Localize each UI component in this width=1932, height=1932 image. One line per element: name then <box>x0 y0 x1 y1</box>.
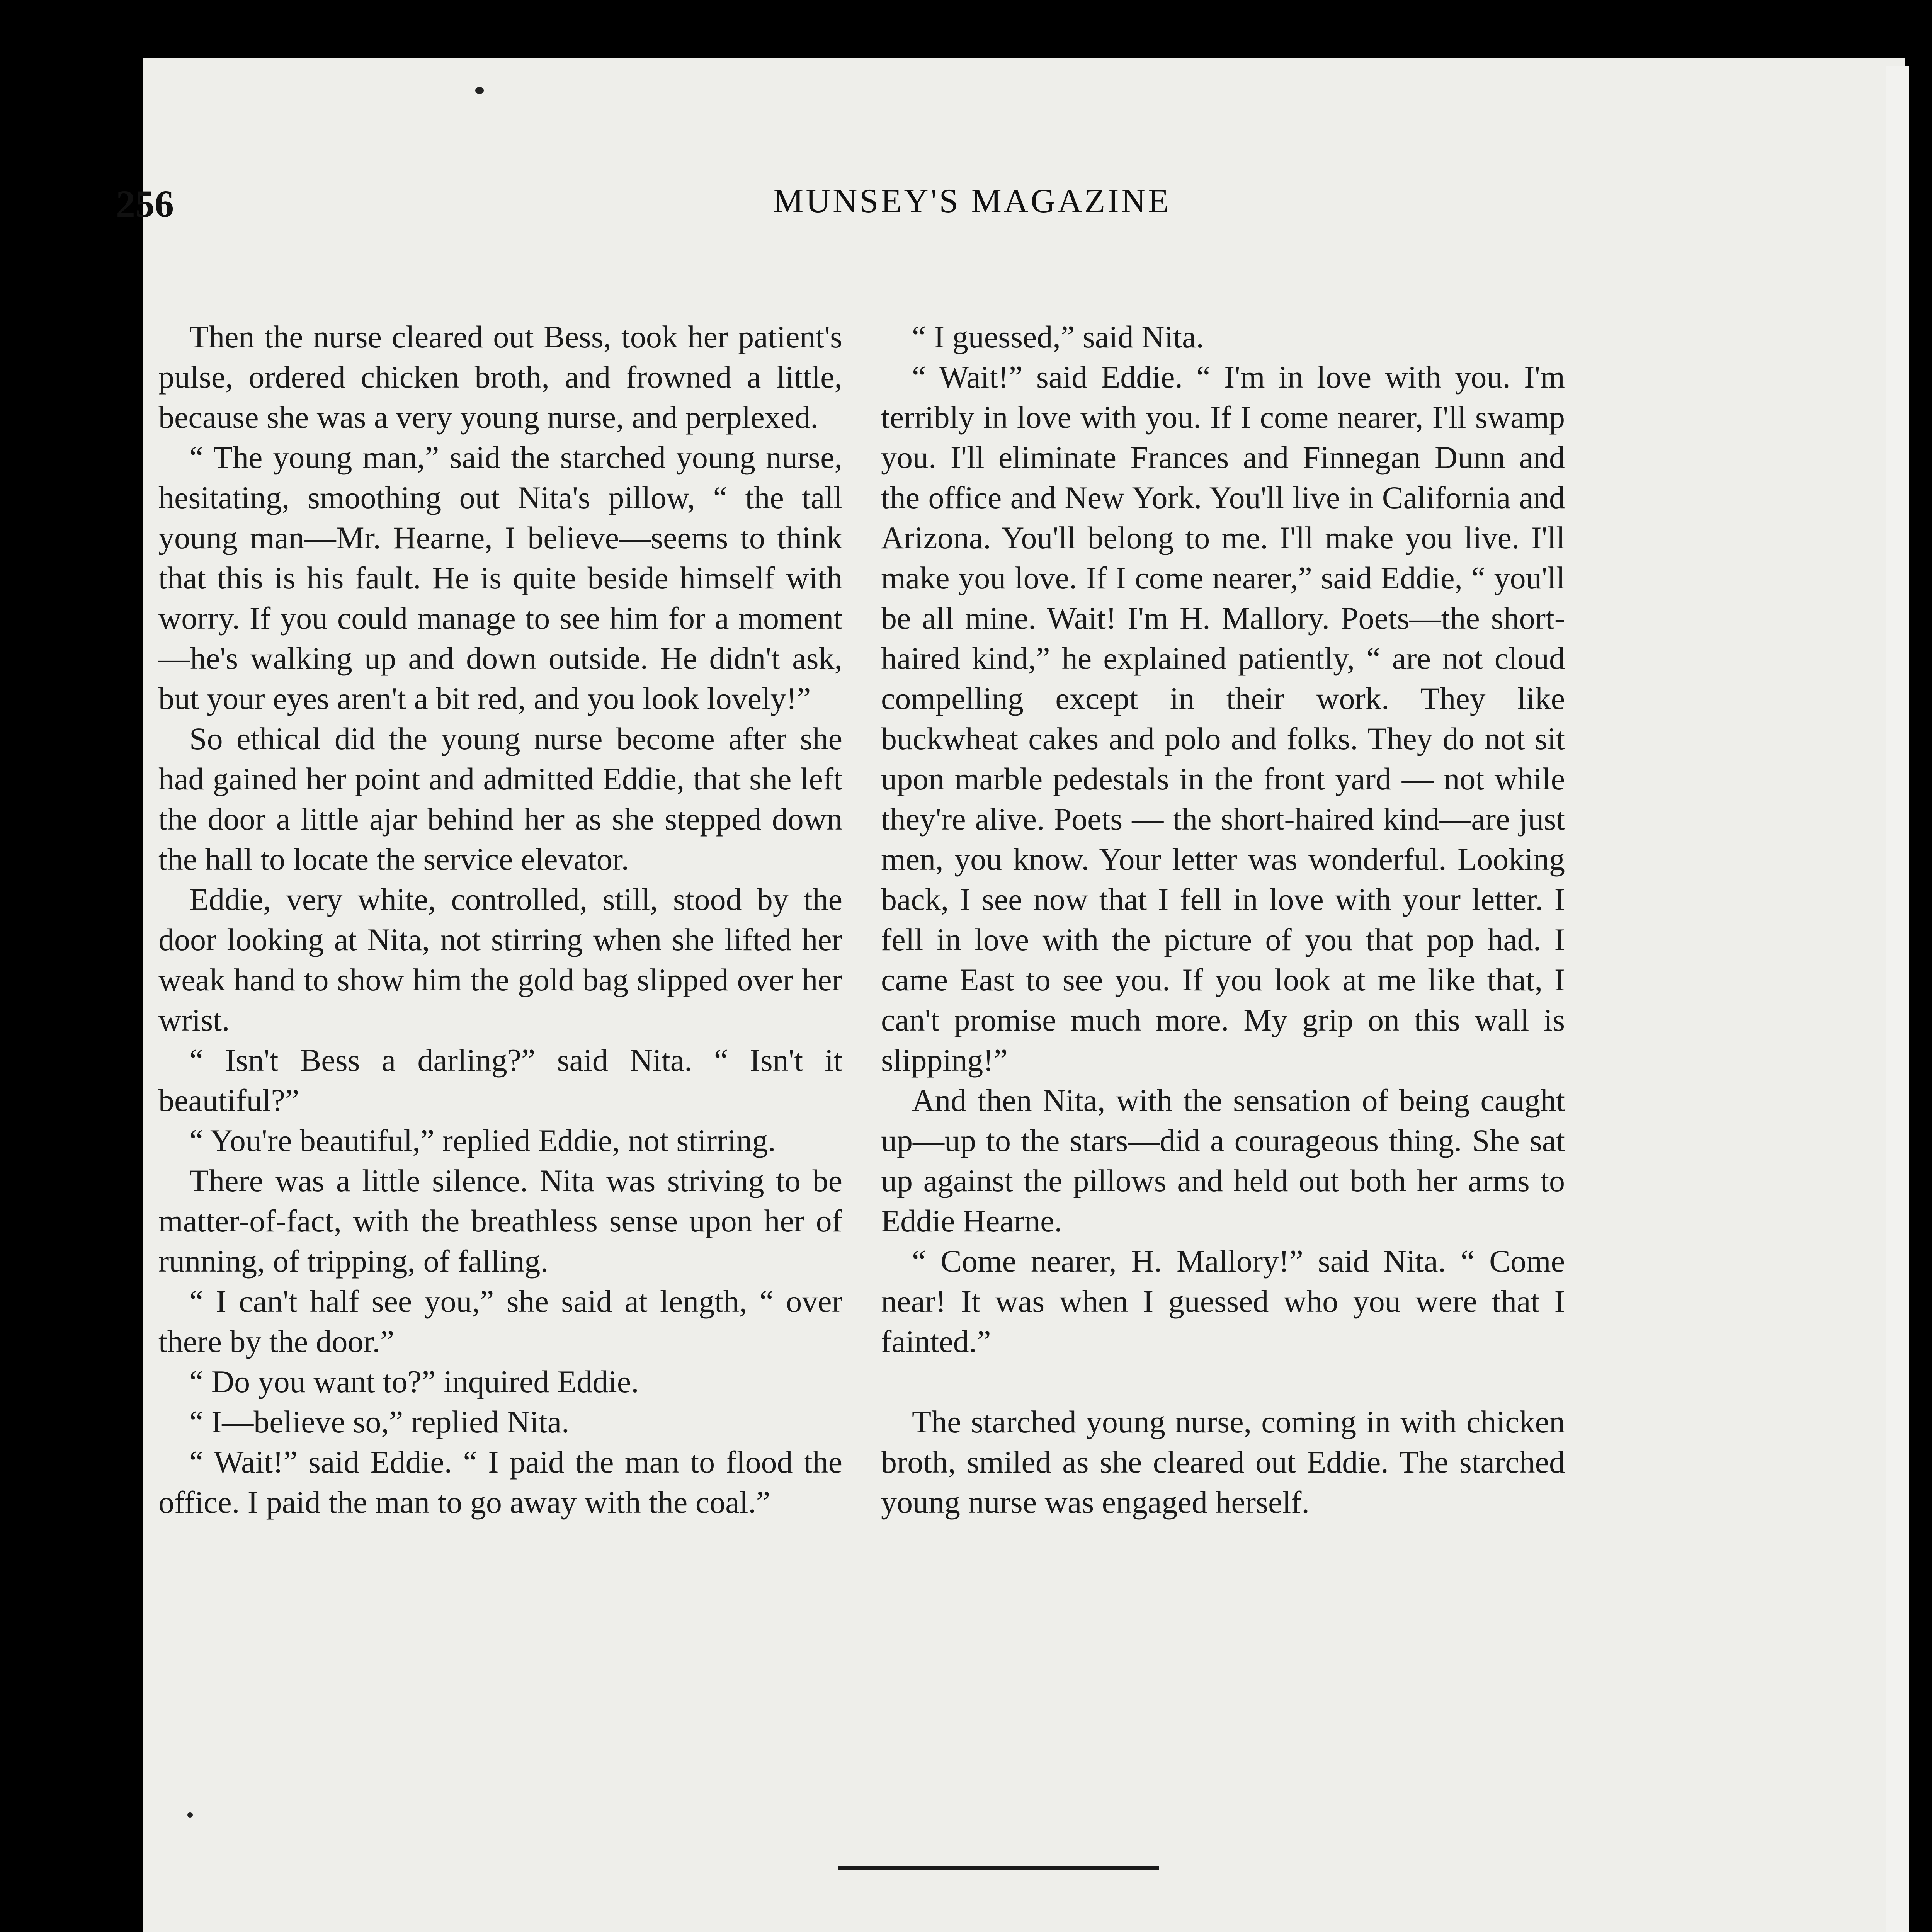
page-number: 256 <box>116 182 174 225</box>
paragraph: “ I guessed,” said Nita. <box>912 319 1204 354</box>
print-speck <box>187 1812 193 1818</box>
paragraph: Then the nurse cleared out Bess, took her patient's pulse, ordered chicken broth, and frowned a little, because she was a very young nurse, and perplexed. <box>158 319 842 435</box>
print-speck <box>475 87 484 94</box>
paragraph: “ Wait!” said Eddie. “ I'm in love with you. I'm terribly in love with you. If I come nearer, I'll swamp you. I'll eliminate Frances and Finnegan Dunn and the office and New York. You'll live in California and Arizona. You'll belong to me. I'll make you live. I'll make you love. If I come nearer,” said Eddie, “ you'll be all mine. Wait! I'm H. Mallory. Poets—the short-haired kind,” he explained patiently, “ are not cloud compelling except in their work. They like buckwheat cakes and polo and folks. They do not sit upon marble pedestals in the front yard — not while they're alive. Poets — the short-haired kind—are just men, you know. Your letter was wonderful. Looking back, I see now that I fell in love with your letter. I fell in love with the picture of you that pop had. I came East to see you. If you look at me like that, I can't promise much more. My grip on this wall is slipping!” <box>881 359 1565 1078</box>
adjacent-page-edge <box>1886 66 1909 1932</box>
paragraph: “ I can't half see you,” she said at length, “ over there by the door.” <box>158 1284 842 1359</box>
paragraph: Eddie, very white, controlled, still, stood by the door looking at Nita, not stirring when she lifted her weak hand to show him the gold bag slipped over her wrist. <box>158 882 842 1037</box>
paragraph: “ You're beautiful,” replied Eddie, not stirring. <box>189 1123 776 1158</box>
paragraph: So ethical did the young nurse become after she had gained her point and admitted Eddie, that she left the door a little ajar behind her as she stepped down the hall to locate the service elevator. <box>158 721 842 877</box>
left-text-column <box>158 317 842 1522</box>
magazine-title: MUNSEY'S MAGAZINE <box>773 182 1171 220</box>
paragraph: There was a little silence. Nita was striving to be matter-of-fact, with the breathless sense upon her of running, of tripping, of falling. <box>158 1163 842 1279</box>
paragraph: “ The young man,” said the starched young nurse, hesitating, smoothing out Nita's pillow, “ the tall young man—Mr. Hearne, I believe—seems to think that this is his fault. He is quite beside himself with worry. If you could manage to see him for a moment—he's walking up and down outside. He didn't ask, but your eyes aren't a bit red, and you look lovely!” <box>158 440 842 716</box>
right-text-column <box>881 317 1565 1522</box>
running-head <box>116 182 1828 236</box>
paragraph: “ Do you want to?” inquired Eddie. <box>189 1364 639 1399</box>
section-divider <box>838 1866 1159 1870</box>
paragraph: “ Wait!” said Eddie. “ I paid the man to flood the office. I paid the man to go away with the coal.” <box>158 1444 842 1520</box>
paragraph: “ Come nearer, H. Mallory!” said Nita. “ Come near! It was when I guessed who you were that I fainted.” <box>881 1243 1565 1359</box>
paragraph: “ Isn't Bess a darling?” said Nita. “ Isn't it beautiful?” <box>158 1043 842 1118</box>
paragraph: The starched young nurse, coming in with chicken broth, smiled as she cleared out Eddie. The starched young nurse was engaged herself. <box>881 1404 1565 1520</box>
paragraph: “ I—believe so,” replied Nita. <box>189 1404 570 1439</box>
paragraph: And then Nita, with the sensation of being caught up—up to the stars—did a courageous thing. She sat up against the pillows and held out both her arms to Eddie Hearne. <box>881 1083 1565 1238</box>
